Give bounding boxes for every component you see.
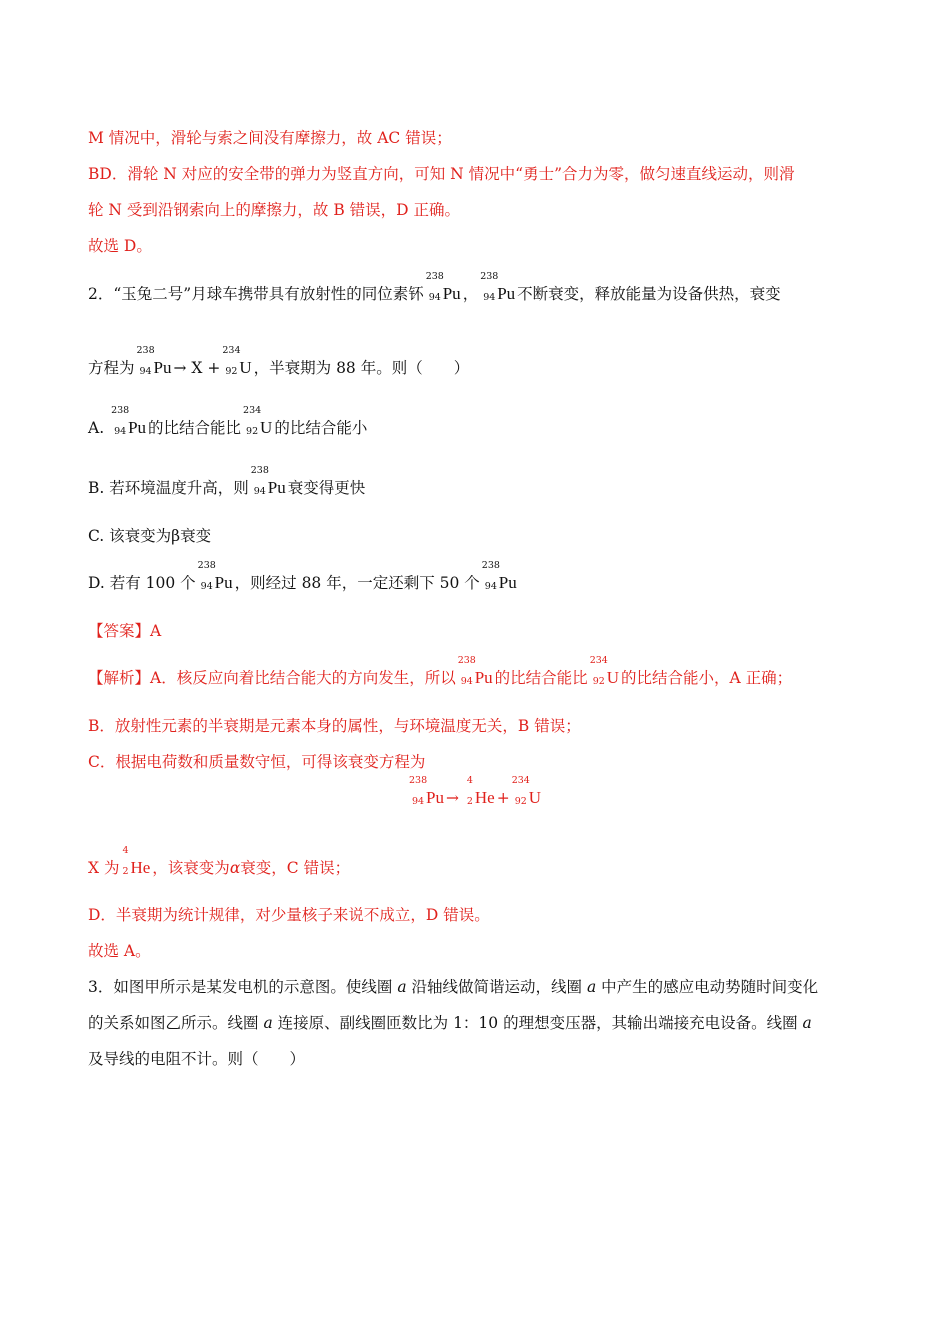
isotope-pu: 238 94 Pu [408,775,444,807]
isotope-pu: 238 94 Pu [136,345,172,377]
isotope-pu: 238 94 Pu [250,465,286,497]
question-2-line-1: 2．“玉兔二号”月球车携带具有放射性的同位素钚 238 94 Pu ， 238 94 Pu 不断衰变，释放能量为设备供热，衰变 [88,271,781,303]
answer-choice-d: 故选 D。 [88,237,152,255]
isotope-u: 234 92 U [222,345,252,377]
explanation-line-bd: BD．滑轮 N 对应的安全带的弹力为竖直方向，可知 N 情况中“勇士”合力为零，做匀速直线运动，则滑 [88,165,795,183]
option-a: A. 238 94 Pu 的比结合能比 234 92 U 的比结合能小 [88,405,368,437]
answer-label: 【答案】A [88,622,162,640]
isotope-pu: 238 94 Pu [197,560,233,592]
isotope-u: 234 92 U [511,775,541,807]
explanation-b: B．放射性元素的半衰期是元素本身的属性，与环境温度无关，B 错误； [88,717,581,735]
answer-choice-a: 故选 A。 [88,942,151,960]
isotope-pu: 238 94 Pu [481,560,517,592]
question-2-line-2: 方程为 238 94 Pu → X + 234 92 U ，半衰期为 88 年。则（ ） [88,345,470,377]
explanation-a: 【解析】A．核反应向着比结合能大的方向发生，所以 238 94 Pu 的比结合能比 234 92 U 的比结合能小，A 正确； [88,655,793,687]
option-b: B. 若环境温度升高，则 238 94 Pu 衰变得更快 [88,465,366,497]
isotope-pu: 238 94 Pu [480,271,516,303]
explanation-d: D．半衰期为统计规律，对少量核子来说不成立，D 错误。 [88,906,490,924]
explanation-x: X 为 4 2 He ，该衰变为α衰变，C 错误； [88,845,351,877]
question-3-line-2: 的关系如图乙所示。线圈 a 连接原、副线圈匝数比为 1：10 的理想变压器，其输出端接充电设备。线圈 a [88,1014,812,1032]
isotope-he: 4 2 He [466,775,495,807]
option-d: D. 若有 100 个 238 94 Pu ，则经过 88 年，一定还剩下 50 个 238 94 Pu [88,560,517,592]
isotope-pu: 238 94 Pu [457,655,493,687]
decay-equation: 238 94 Pu → 4 2 He + 234 92 U [408,775,541,807]
isotope-he: 4 2 He [122,845,151,877]
question-3-line-1: 3．如图甲所示是某发电机的示意图。使线圈 a 沿轴线做简谐运动，线圈 a 中产生的感应电动势随时间变化 [88,978,819,996]
isotope-pu: 238 94 Pu [111,405,147,437]
isotope-u: 234 92 U [589,655,619,687]
option-c: C. 该衰变为β衰变 [88,527,212,545]
explanation-c: C．根据电荷数和质量数守恒，可得该衰变方程为 [88,753,426,771]
isotope-pu: 238 94 Pu [425,271,461,303]
explanation-line-bd-cont: 轮 N 受到沿钢索向上的摩擦力，故 B 错误，D 正确。 [88,201,461,219]
isotope-u: 234 92 U [243,405,273,437]
question-3-line-3: 及导线的电阻不计。则（ ） [88,1050,306,1068]
explanation-line-m: M 情况中，滑轮与索之间没有摩擦力，故 AC 错误； [88,129,452,147]
